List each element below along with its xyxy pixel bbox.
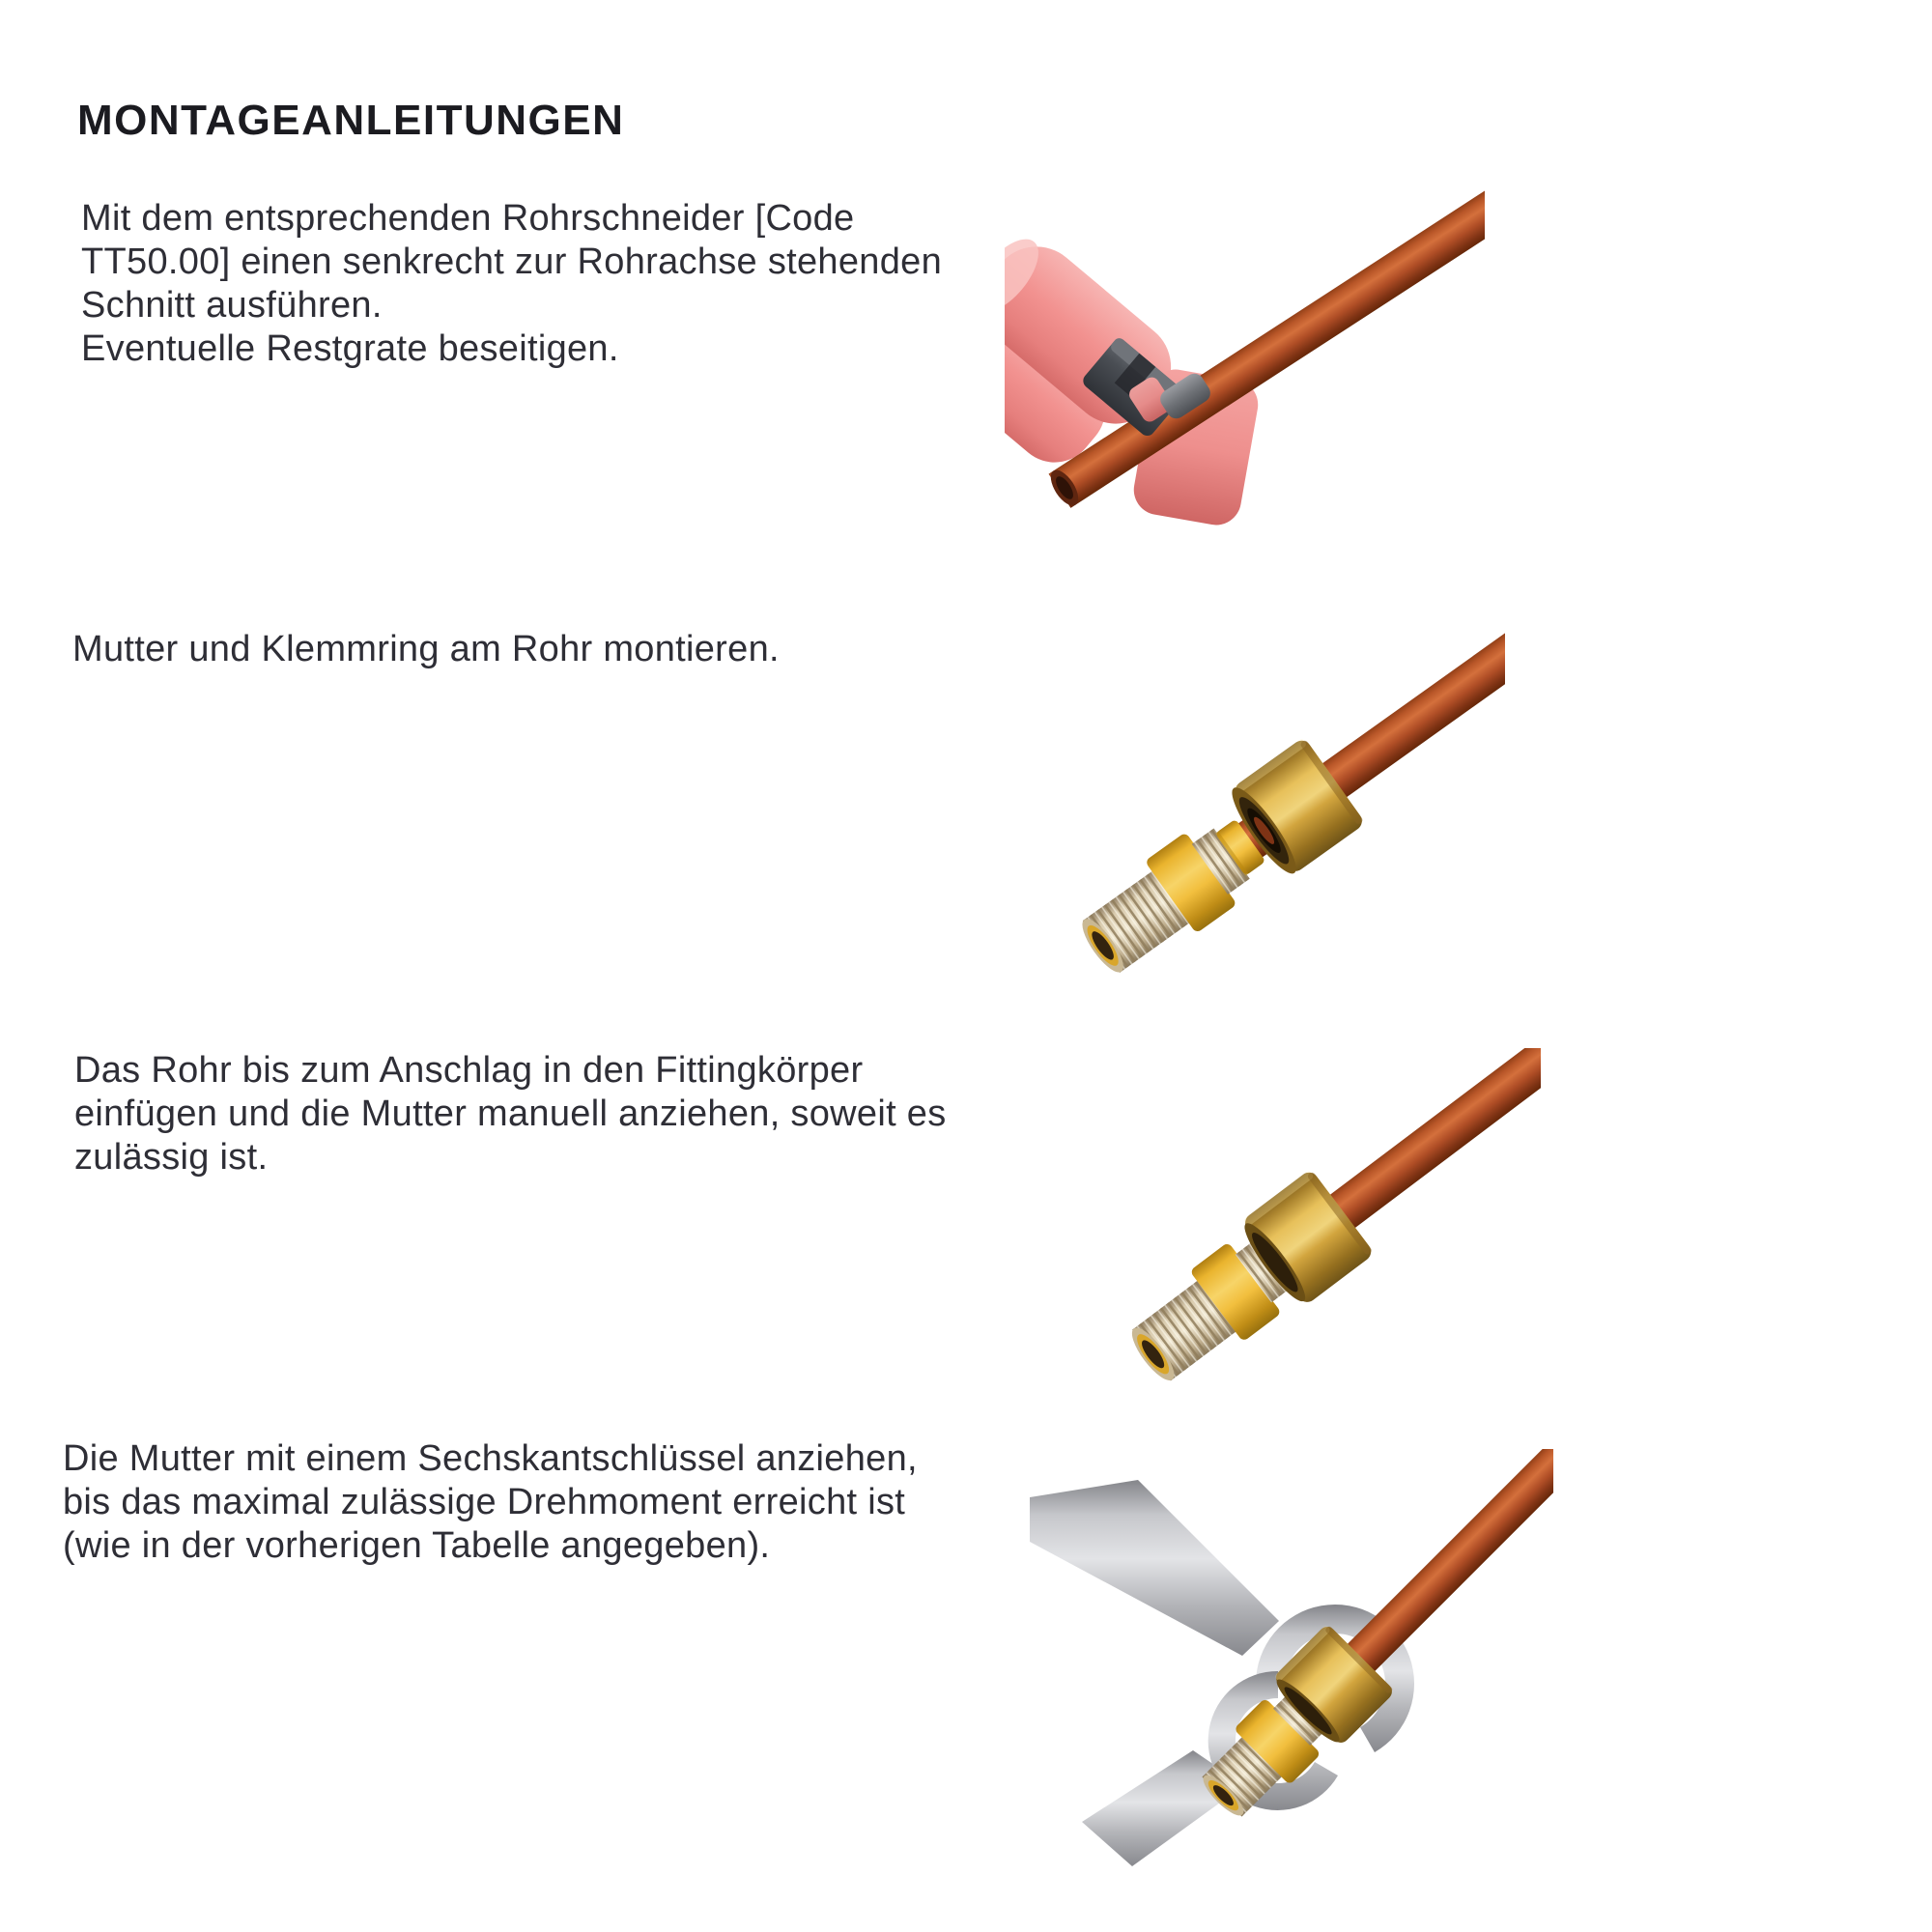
step-text-line: (wie in der vorherigen Tabelle angegeben). [63,1525,771,1566]
step-3-text [74,1049,947,1179]
step-text-line: Mit dem entsprechenden Rohrschneider [Code [81,198,855,239]
step-text-line: zulässig ist. [74,1137,269,1178]
step-4-text [63,1437,918,1568]
step-text-line: Schnitt ausführen. [81,285,383,326]
figure-pipe-cutter-cutting-pipe [1005,188,1485,541]
step-text-line: TT50.00] einen senkrecht zur Rohrachse stehenden [81,242,943,282]
step-text-line: Das Rohr bis zum Anschlag in den Fittingkörper [74,1050,864,1091]
figure-tightening-nut-with-wrenches [1024,1449,1553,1869]
step-text-line: bis das maximal zulässige Drehmoment erreicht ist [63,1482,906,1522]
figure-nut-and-clamping-ring-on-pipe [1053,628,1505,1000]
page-title: MONTAGEANLEITUNGEN [77,97,625,144]
pipe [1338,1449,1553,1681]
step-text-line: Eventuelle Restgrate beseitigen. [81,328,619,369]
step-text-line: Die Mutter mit einem Sechskantschlüssel anziehen, [63,1438,918,1479]
step-text-line: einfügen und die Mutter manuell anziehen, soweit es [74,1094,947,1134]
figure-pipe-inserted-into-fitting [1101,1048,1541,1410]
step-text-line: Mutter und Klemmring am Rohr montieren. [72,629,780,669]
step-2-text [72,628,780,671]
step-1-text [81,197,942,371]
